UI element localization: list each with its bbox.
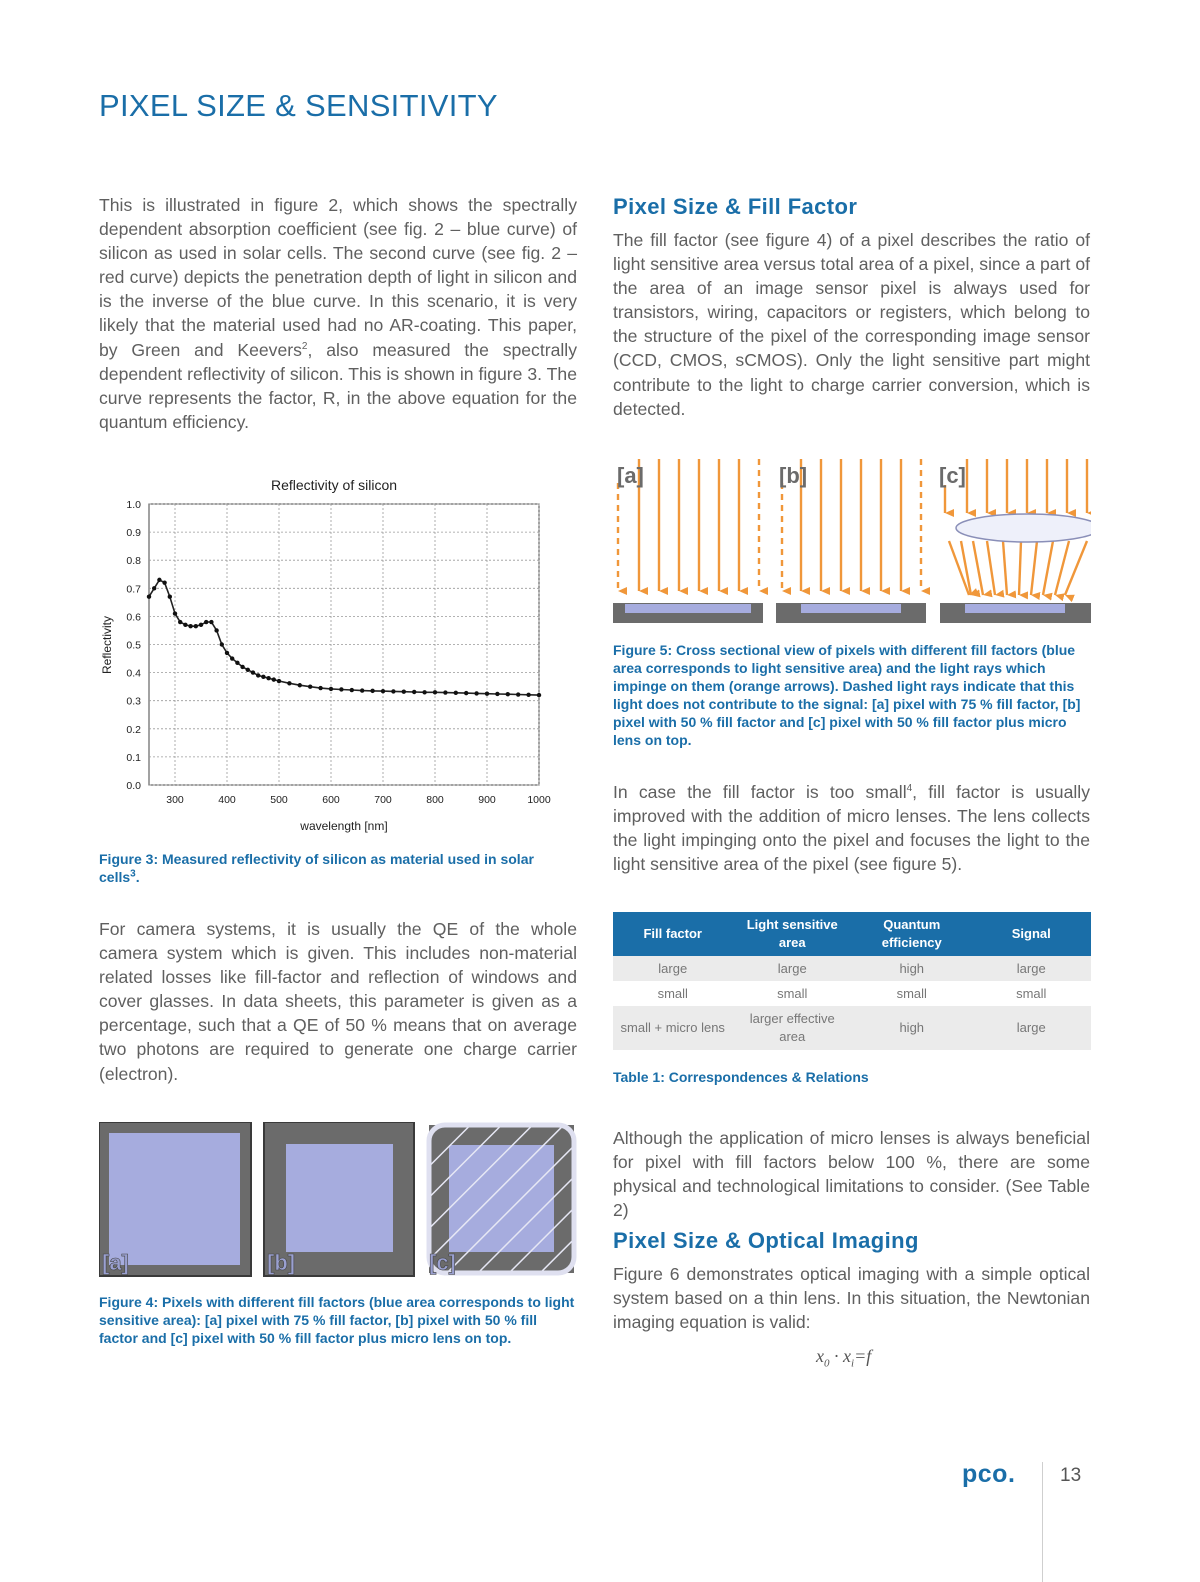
figure4-pixels bbox=[99, 1122, 577, 1278]
chart-y-tick-label: 0.9 bbox=[126, 527, 141, 540]
pixel-a-label: [a] bbox=[102, 1250, 129, 1275]
chart-data-point bbox=[220, 642, 224, 646]
chart-y-tick-label: 1.0 bbox=[126, 499, 141, 511]
figure4-caption: Figure 4: Pixels with different fill factors (blue area corresponds to light sensitive area): [a] pixel with 75 % fill factor, [b] pixel with 50 % fill factor and [c] pixel with 50 % fill factor plus micro lens on top. bbox=[99, 1294, 575, 1346]
chart-data-point bbox=[360, 688, 364, 692]
pixel-c-label: [c] bbox=[429, 1250, 456, 1275]
table-cell: high bbox=[852, 1006, 972, 1050]
chart-y-tick-label: 0.4 bbox=[126, 667, 141, 680]
chart-data-point bbox=[199, 623, 203, 627]
footnote-ref-4: 4 bbox=[906, 783, 913, 795]
chart-data-point bbox=[506, 692, 510, 696]
table-cell: high bbox=[852, 956, 972, 981]
chart-data-point bbox=[261, 675, 265, 679]
footnote-ref: 2 bbox=[301, 340, 308, 352]
chart-data-point bbox=[402, 690, 406, 694]
chart-data-point bbox=[204, 620, 208, 624]
cross-section-b-label: [b] bbox=[779, 463, 808, 488]
section-heading-fill-factor: Pixel Size & Fill Factor bbox=[613, 194, 858, 219]
newtonian-equation bbox=[816, 1346, 871, 1370]
pixel-a-75-percent bbox=[99, 1122, 251, 1276]
chart-data-point bbox=[225, 651, 229, 655]
cross-section-a-label: [a] bbox=[617, 463, 644, 488]
chart-data-point bbox=[183, 623, 187, 627]
converging-light-ray bbox=[1003, 541, 1007, 595]
chart-y-tick-label: 0.1 bbox=[126, 751, 141, 764]
fill-factor-paragraph: The fill factor (see figure 4) of a pixel describes the ratio of light sensitive area versus total area of a pixel, since a part of the area of an image sensor pixel is always used for transistors, wiring, capacitors or registers, which belong to the structure of the pixel of the corresponding image sensor (CCD, CMOS, sCMOS). Only the light sensitive part might contribute to the light to charge carrier conversion, which is detected. bbox=[613, 230, 1090, 419]
chart-data-point bbox=[287, 681, 291, 685]
table-cell: small + micro lens bbox=[613, 1006, 733, 1050]
chart-data-point bbox=[370, 689, 374, 693]
table-header-cell: Signal bbox=[972, 912, 1092, 956]
pixel-b-label: [b] bbox=[267, 1250, 296, 1275]
chart-data-point bbox=[433, 690, 437, 694]
chart-data-point bbox=[194, 624, 198, 628]
chart-data-point bbox=[381, 689, 385, 693]
chart-data-point bbox=[391, 689, 395, 693]
figure5-cross-section bbox=[613, 455, 1091, 627]
table-cell: small bbox=[613, 981, 733, 1006]
chart-data-point bbox=[168, 595, 172, 599]
chart-data-point bbox=[422, 690, 426, 694]
pixel-cross-sections bbox=[613, 603, 1091, 623]
chart-y-tick-label: 0.7 bbox=[126, 583, 141, 596]
converging-light-ray bbox=[1043, 541, 1053, 595]
micro-lens-text-b: , fill factor is usually improved with the addition of micro lenses. The lens collects the light impinging onto the pixel and focuses the light to the light sensitive area of the pixel (see figure 5). bbox=[613, 782, 1090, 875]
eq-x0: x bbox=[816, 1346, 824, 1366]
table-row bbox=[613, 956, 1091, 981]
chart-x-tick-label: 500 bbox=[270, 794, 288, 806]
micro-lens bbox=[956, 514, 1091, 542]
chart-data-point bbox=[495, 692, 499, 696]
chart-x-tick-label: 400 bbox=[218, 794, 236, 806]
chart-y-axis-label: Reflectivity bbox=[100, 615, 114, 675]
chart-data-point bbox=[246, 668, 250, 672]
section-heading-optical-imaging: Pixel Size & Optical Imaging bbox=[613, 1228, 919, 1253]
table-cell: larger effective area bbox=[733, 1006, 853, 1050]
table-cell: large bbox=[613, 956, 733, 981]
chart-x-tick-label: 1000 bbox=[527, 794, 551, 806]
chart-x-tick-label: 900 bbox=[478, 794, 496, 806]
chart-data-point bbox=[412, 690, 416, 694]
reflectivity-chart bbox=[99, 468, 559, 840]
table-cell: small bbox=[733, 981, 853, 1006]
chart-data-point bbox=[147, 595, 151, 599]
chart-data-point bbox=[298, 683, 302, 687]
optical-imaging-paragraph: Figure 6 demonstrates optical imaging with a simple optical system based on a thin lens. In this situation, the Newtonian imaging equation is valid: bbox=[613, 1264, 1090, 1333]
chart-data-point bbox=[240, 665, 244, 669]
table-cell: small bbox=[972, 981, 1092, 1006]
chart-data-point bbox=[251, 670, 255, 674]
chart-x-tick-label: 700 bbox=[374, 794, 392, 806]
chart-data-point bbox=[266, 676, 270, 680]
table-row bbox=[613, 1006, 1091, 1050]
chart-y-tick-label: 0.6 bbox=[126, 611, 141, 624]
pixel-b-50-percent bbox=[264, 1122, 414, 1276]
table-row bbox=[613, 981, 1091, 1006]
eq-dot: · bbox=[834, 1346, 839, 1366]
correspondence-table bbox=[613, 912, 1091, 1050]
micro-lens-paragraph bbox=[613, 780, 1090, 876]
chart-data-point bbox=[162, 580, 166, 584]
micro-lens-text-a: In case the fill factor is too small bbox=[613, 782, 907, 802]
chart-y-tick-label: 0.2 bbox=[126, 723, 141, 736]
chart-data-point bbox=[318, 686, 322, 690]
eq-xi: x bbox=[843, 1346, 851, 1366]
table-header-cell: Quantum efficiency bbox=[852, 912, 972, 956]
eq-f: f bbox=[866, 1346, 872, 1366]
chart-y-tick-label: 0.5 bbox=[126, 639, 141, 652]
chart-data-point bbox=[188, 624, 192, 628]
table-cell: small bbox=[852, 981, 972, 1006]
chart-data-point bbox=[339, 687, 343, 691]
pco-logo: pco. bbox=[962, 1460, 1016, 1488]
chart-data-point bbox=[173, 611, 177, 615]
chart-data-point bbox=[516, 692, 520, 696]
eq-x0-sub: 0 bbox=[824, 1357, 830, 1370]
chart-data-point bbox=[537, 693, 541, 697]
chart-data-point bbox=[235, 661, 239, 665]
page-number: 13 bbox=[1060, 1465, 1082, 1486]
converging-light-ray bbox=[1019, 541, 1021, 595]
chart-x-tick-label: 800 bbox=[426, 794, 444, 806]
chart-y-tick-label: 0.0 bbox=[126, 780, 141, 792]
chart-data-point bbox=[474, 691, 478, 695]
chart-y-tick-label: 0.3 bbox=[126, 695, 141, 708]
chart-data-point bbox=[350, 688, 354, 692]
footer-divider bbox=[1042, 1462, 1043, 1582]
intro-paragraph bbox=[99, 193, 577, 434]
figure3-caption-end: . bbox=[135, 869, 140, 885]
converging-light-ray bbox=[973, 541, 983, 595]
chart-data-point bbox=[308, 684, 312, 688]
qe-paragraph: For camera systems, it is usually the QE of the whole camera system which is given. This includes non-material related losses like fill-factor and reflection of windows and cover glasses. In data sheets, this parameter is given as a percentage, such that a QE of 50 % means that on average two photons are required to generate one charge carrier (electron). bbox=[99, 919, 577, 1084]
table-cell: large bbox=[733, 956, 853, 981]
chart-y-tick-label: 0.8 bbox=[126, 555, 141, 568]
chart-data-point bbox=[277, 679, 281, 683]
pixel-c-micro-lens bbox=[429, 1125, 574, 1275]
chart-data-point bbox=[526, 693, 530, 697]
eq-xi-sub: i bbox=[851, 1357, 855, 1370]
table-header-cell: Fill factor bbox=[613, 912, 733, 956]
converging-light-ray bbox=[1065, 541, 1087, 595]
page-title: PIXEL SIZE & SENSITIVITY bbox=[99, 88, 498, 123]
cross-section-c-label: [c] bbox=[939, 463, 966, 488]
chart-data-point bbox=[230, 656, 234, 660]
intro-text-b: , also measured the spectrally dependent reflectivity of silicon. This is shown in figure 3. The curve represents the factor, R, in the above equation for the quantum efficiency. bbox=[99, 339, 577, 432]
table-cell: large bbox=[972, 1006, 1092, 1050]
chart-data-point bbox=[209, 620, 213, 624]
chart-data-point bbox=[178, 620, 182, 624]
converging-light-ray bbox=[1055, 541, 1069, 595]
figure3-caption bbox=[99, 850, 577, 886]
chart-x-tick-label: 300 bbox=[166, 794, 184, 806]
chart-x-tick-label: 600 bbox=[322, 794, 340, 806]
converging-light-ray bbox=[1031, 541, 1037, 595]
limitations-paragraph: Although the application of micro lenses is always beneficial for pixel with fill factors below 100 %, there are some physical and technological limitations to consider. (See Table 2) bbox=[613, 1128, 1090, 1221]
intro-text-a: This is illustrated in figure 2, which shows the spectrally dependent absorption coefficient (see fig. 2 – blue curve) of silicon as used in solar cells. The second curve (see fig. 2 – red curve) depicts the penetration depth of light in silicon and is the inverse of the blue curve. In this scenario, it is very likely that the material used had no AR-coating. This paper, by Green and Keevers bbox=[99, 195, 577, 360]
eq-equals: = bbox=[854, 1346, 867, 1366]
chart-data-point bbox=[485, 691, 489, 695]
chart-title: Reflectivity of silicon bbox=[270, 477, 398, 493]
figure3-caption-text: Figure 3: Measured reflectivity of silicon as material used in solar cells bbox=[99, 851, 534, 885]
chart-data-point bbox=[443, 690, 447, 694]
chart-data-point bbox=[152, 586, 156, 590]
chart-data-point bbox=[329, 687, 333, 691]
chart-data-point bbox=[157, 578, 161, 582]
converging-light-ray bbox=[987, 541, 995, 595]
table-header-cell: Light sensitive area bbox=[733, 912, 853, 956]
chart-data-point bbox=[464, 691, 468, 695]
chart-data-point bbox=[214, 628, 218, 632]
chart-x-axis-label: wavelength [nm] bbox=[300, 819, 388, 833]
chart-data-point bbox=[272, 677, 276, 681]
table-header-row bbox=[613, 912, 1091, 956]
figure3-footnote-ref: 3 bbox=[130, 868, 136, 880]
chart-data-point bbox=[454, 691, 458, 695]
figure5-caption: Figure 5: Cross sectional view of pixels with different fill factors (blue area corresponds to light sensitive area) and the light rays which impinge on them (orange arrows). Dashed light rays indicate that this light does not contribute to the signal: [a] pixel with 75 % fill factor, [b] pixel with 50 % fill factor and [c] pixel with 50 % fill factor plus micro lens on top. bbox=[613, 642, 1081, 748]
table-cell: large bbox=[972, 956, 1092, 981]
chart-data-point bbox=[256, 673, 260, 677]
table1-caption: Table 1: Correspondences & Relations bbox=[613, 1069, 869, 1085]
